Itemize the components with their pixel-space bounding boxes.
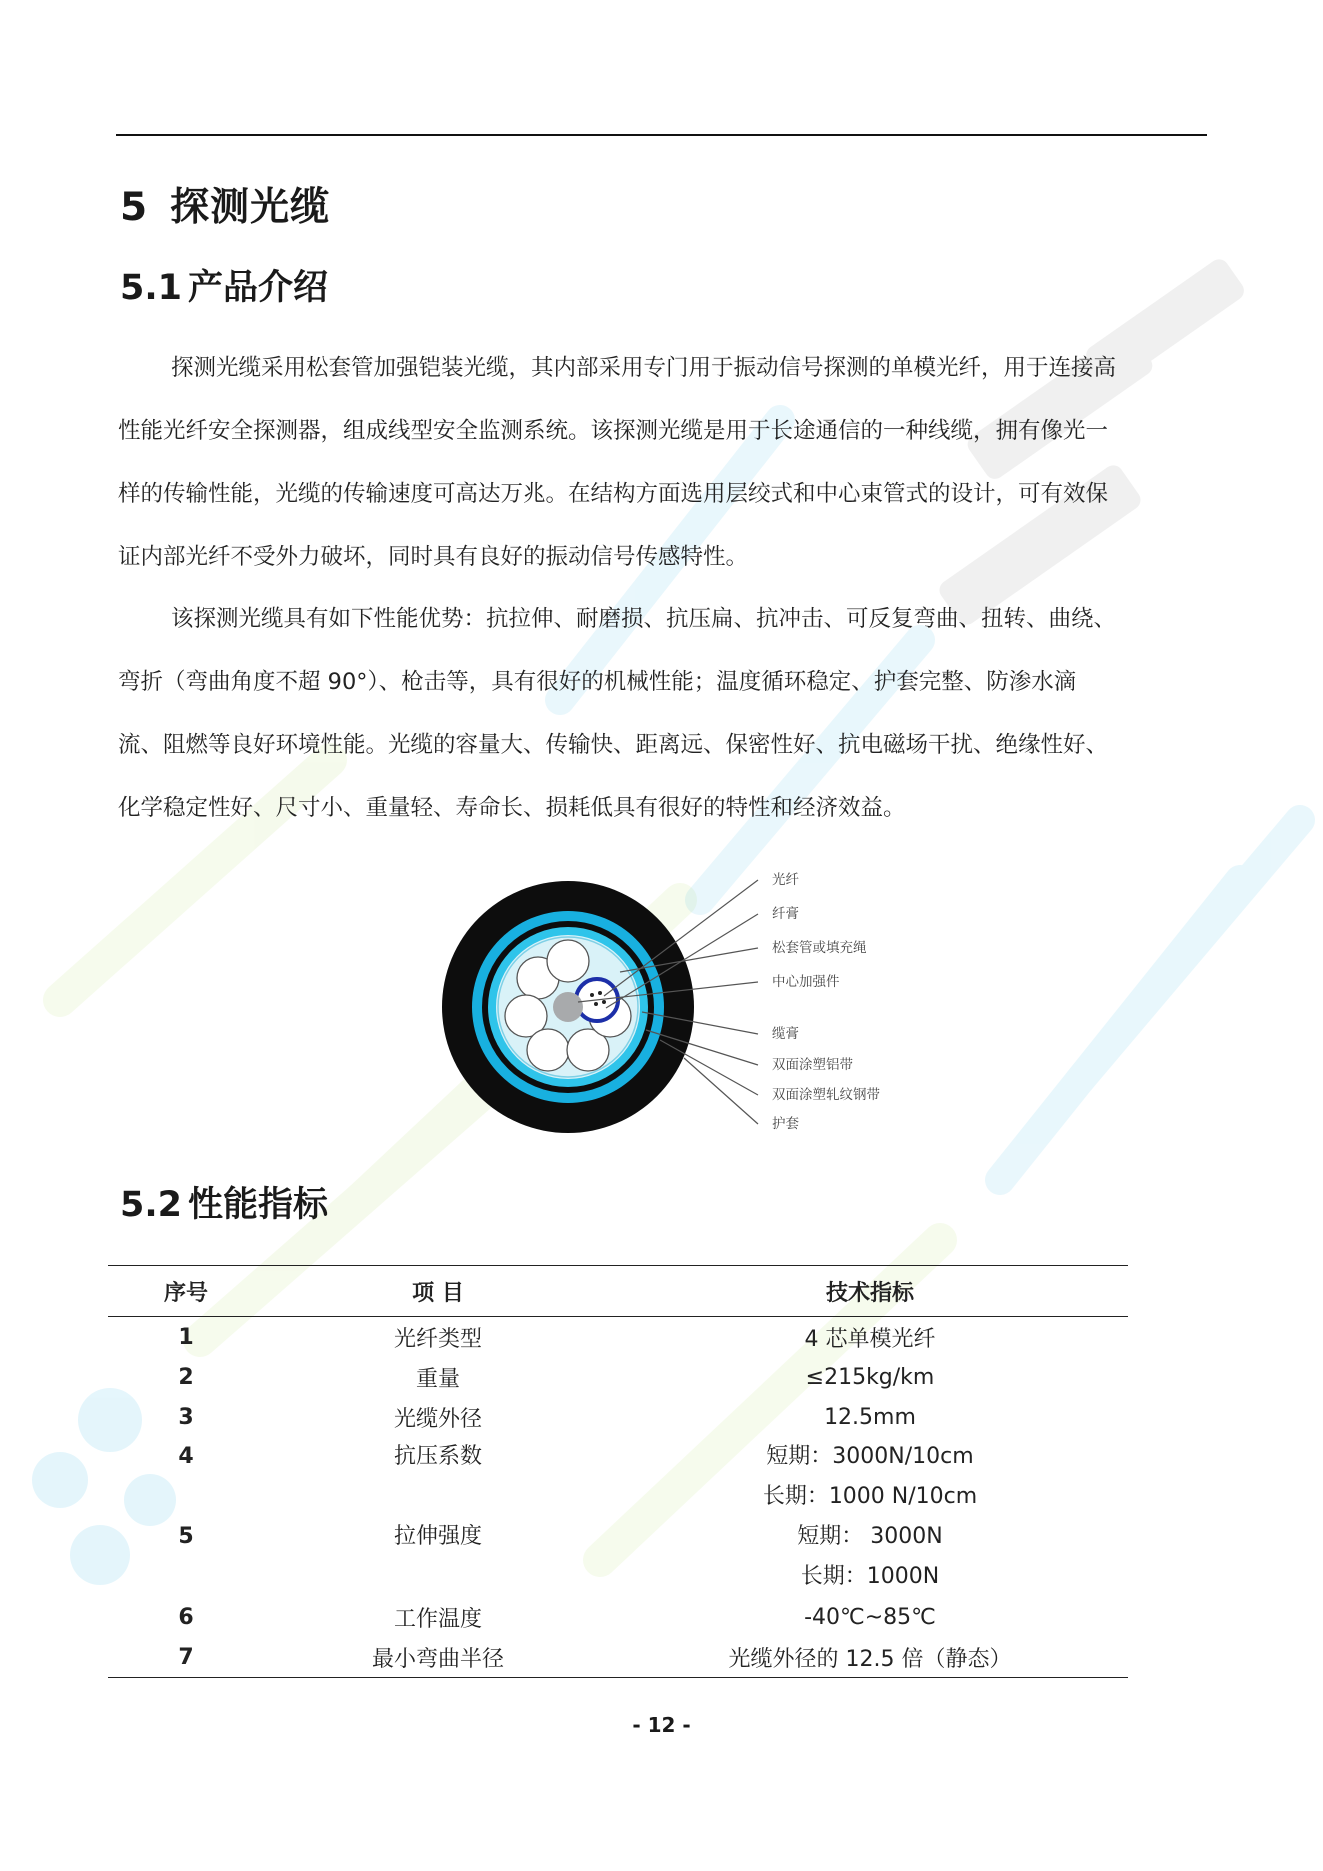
spec-long-term: 长期：1000N <box>800 1564 940 1589</box>
figure-label: 双面涂塑铝带 <box>772 1057 853 1073</box>
filler-rope <box>547 940 589 982</box>
header-no: 序号 <box>163 1280 208 1306</box>
optical-fiber <box>602 1000 606 1004</box>
performance-table <box>108 1265 1128 1678</box>
optical-fiber <box>594 1002 598 1006</box>
table-row <box>108 1437 1128 1517</box>
advantages-paragraph <box>118 588 1212 840</box>
page-number: - 12 - <box>632 1713 691 1737</box>
table-row <box>108 1597 1128 1637</box>
header-item: 项 目 <box>412 1280 464 1306</box>
figure-label: 双面涂塑轧纹钢带 <box>772 1087 880 1103</box>
row-spec: 4 芯单模光纤 <box>804 1326 936 1352</box>
row-no: 6 <box>178 1604 194 1630</box>
row-item: 光纤类型 <box>393 1326 482 1352</box>
table-row <box>108 1637 1128 1678</box>
row-no: 4 <box>178 1444 194 1469</box>
section-number: 5.2 <box>120 1185 183 1225</box>
header-spec: 技术指标 <box>825 1280 914 1306</box>
row-no: 2 <box>178 1364 194 1390</box>
figure-label: 松套管或填充绳 <box>772 940 867 956</box>
spec-short-term: 短期：3000N/10cm <box>766 1444 974 1469</box>
chapter-title: 探测光缆 <box>170 185 331 230</box>
row-no: 7 <box>108 1637 264 1678</box>
row-item: 光缆外径 <box>393 1406 482 1432</box>
row-item: 工作温度 <box>393 1606 482 1632</box>
row-spec <box>612 1437 1128 1517</box>
paragraph-line: 该探测光缆具有如下性能优势：抗拉伸、耐磨损、抗压扁、抗冲击、可反复弯曲、扭转、曲绕、 <box>171 606 1117 632</box>
paragraph-line: 弯折（弯曲角度不超 90°）、枪击等，具有很好的机械性能；温度循环稳定、护套完整、防渗水滴 <box>118 669 1077 695</box>
row-spec: ≤215kg/km <box>805 1364 935 1390</box>
cable-cross-section-figure <box>420 862 920 1152</box>
cable-diagram <box>420 862 920 1152</box>
figure-label: 护套 <box>772 1116 799 1132</box>
row-spec: 光缆外径的 12.5 倍（静态） <box>612 1637 1128 1678</box>
intro-paragraph <box>118 337 1212 589</box>
row-spec: 12.5mm <box>824 1404 916 1430</box>
section-heading-intro <box>120 260 328 310</box>
table-row <box>108 1397 1128 1437</box>
row-no: 1 <box>178 1324 194 1350</box>
paragraph-line: 样的传输性能，光缆的传输速度可高达万兆。在结构方面选用层绞式和中心束管式的设计，可有效保 <box>118 481 1109 507</box>
chapter-heading <box>120 176 330 232</box>
figure-label: 光纤 <box>772 872 799 888</box>
header-rule <box>116 134 1207 136</box>
spec-short-term: 短期： 3000N <box>797 1524 943 1549</box>
row-no: 5 <box>178 1524 194 1549</box>
chapter-number: 5 <box>120 185 149 230</box>
row-item: 抗压系数 <box>393 1444 482 1469</box>
optical-fiber <box>590 993 594 997</box>
row-spec <box>612 1517 1128 1597</box>
table-header-row <box>108 1266 1128 1317</box>
table-row <box>108 1517 1128 1597</box>
figure-label: 中心加强件 <box>772 974 840 990</box>
section-title: 性能指标 <box>188 1185 329 1225</box>
paragraph-line: 证内部光纤不受外力破坏，同时具有良好的振动信号传感特性。 <box>118 544 749 570</box>
filler-rope <box>527 1029 569 1071</box>
row-item: 重量 <box>415 1366 460 1392</box>
row-item: 拉伸强度 <box>393 1524 482 1549</box>
table-row <box>108 1317 1128 1358</box>
paragraph-line: 化学稳定性好、尺寸小、重量轻、寿命长、损耗低具有很好的特性和经济效益。 <box>118 795 906 821</box>
strength-member <box>553 992 583 1022</box>
row-spec: -40℃~85℃ <box>804 1604 936 1630</box>
section-heading-performance <box>120 1177 328 1227</box>
paragraph-line: 性能光纤安全探测器，组成线型安全监测系统。该探测光缆是用于长途通信的一种线缆，拥有像光一 <box>118 418 1109 444</box>
spec-long-term: 长期：1000 N/10cm <box>762 1484 978 1509</box>
figure-label: 缆膏 <box>772 1026 799 1042</box>
table-row <box>108 1357 1128 1397</box>
paragraph-line: 探测光缆采用松套管加强铠装光缆，其内部采用专门用于振动信号探测的单模光纤，用于连接高 <box>171 355 1117 381</box>
paragraph-line: 流、阻燃等良好环境性能。光缆的容量大、传输快、距离远、保密性好、抗电磁场干扰、绝缘性好、 <box>118 732 1109 758</box>
section-number: 5.1 <box>120 268 183 308</box>
figure-label: 纤膏 <box>772 906 799 922</box>
optical-fiber <box>598 991 602 995</box>
section-title: 产品介绍 <box>188 268 329 308</box>
row-item: 最小弯曲半径 <box>264 1637 612 1678</box>
row-no: 3 <box>178 1404 194 1430</box>
